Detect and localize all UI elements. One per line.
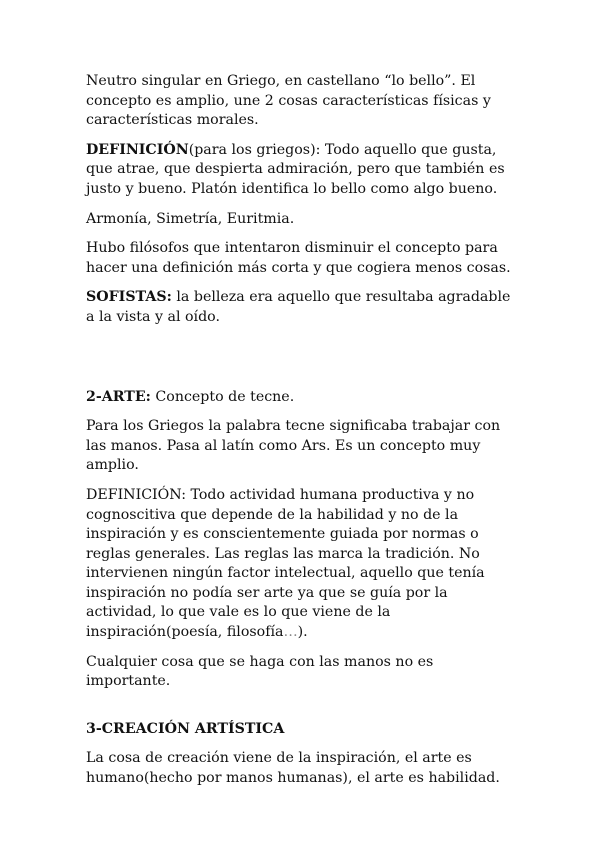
creacion-paragraph [86, 749, 518, 788]
sofistas-text: la belleza era aquello que resultaba agradable a la vista y al oído. [86, 289, 511, 325]
section-spacer-2 [86, 702, 518, 720]
arte-definition-end: ). [297, 624, 308, 641]
section-spacer [86, 338, 518, 388]
definition-label: DEFINICIÓN [86, 141, 189, 158]
definition-paragraph [86, 141, 518, 200]
creacion-heading: 3-CREACIÓN ARTÍSTICA [86, 720, 285, 737]
sofistas-paragraph [86, 288, 518, 327]
document-page [86, 72, 518, 799]
harmony-paragraph [86, 210, 518, 230]
intro-paragraph-1 [86, 72, 518, 131]
arte-paragraph-3 [86, 653, 518, 692]
philosophers-text: Hubo filósofos que intentaron disminuir el concepto para hacer una definición más corta y que cogiera menos cosas. [86, 240, 511, 276]
arte-heading-text: Concepto de tecne. [150, 388, 295, 405]
philosophers-paragraph [86, 239, 518, 278]
arte-definition-paragraph [86, 486, 518, 643]
arte-paragraph-1 [86, 417, 518, 476]
arte-definition-ellipsis: … [283, 624, 298, 641]
definition-text: (para los griegos): Todo aquello que gusta, que atrae, que despierta admiración, pero que también es justo y bueno. Platón identifica lo bello como algo bueno. [86, 141, 505, 197]
arte-heading-label: 2-ARTE: [86, 388, 151, 405]
harmony-text: Armonía, Simetría, Euritmia. [86, 210, 295, 227]
arte-definition-text: DEFINICIÓN: Todo actividad humana productiva y no cognoscitiva que depende de la habilidad y no de la inspiración y es conscientemente guiada por normas o reglas generales. Las reglas las marca la tradición. No intervienen ningún factor intelectual, aquello que tenía inspiración no podía ser arte ya que se guía por la actividad, lo que vale es lo que viene de la inspiración(poesía, filosofía [86, 486, 485, 641]
arte-heading [86, 388, 518, 408]
sofistas-label: SOFISTAS: [86, 289, 172, 306]
creacion-paragraph-text: La cosa de creación viene de la inspiración, el arte es humano(hecho por manos humanas), el arte es habilidad. [86, 750, 500, 787]
arte-paragraph-1-text: Para los Griegos la palabra tecne significaba trabajar con las manos. Pasa al latín como Ars. Es un concepto muy amplio. [86, 418, 501, 474]
arte-paragraph-3-text: Cualquier cosa que se haga con las manos no es importante. [86, 653, 434, 690]
intro-paragraph-1-text: Neutro singular en Griego, en castellano “lo bello”. El concepto es amplio, une 2 cosas características físicas y características morales. [86, 73, 491, 129]
